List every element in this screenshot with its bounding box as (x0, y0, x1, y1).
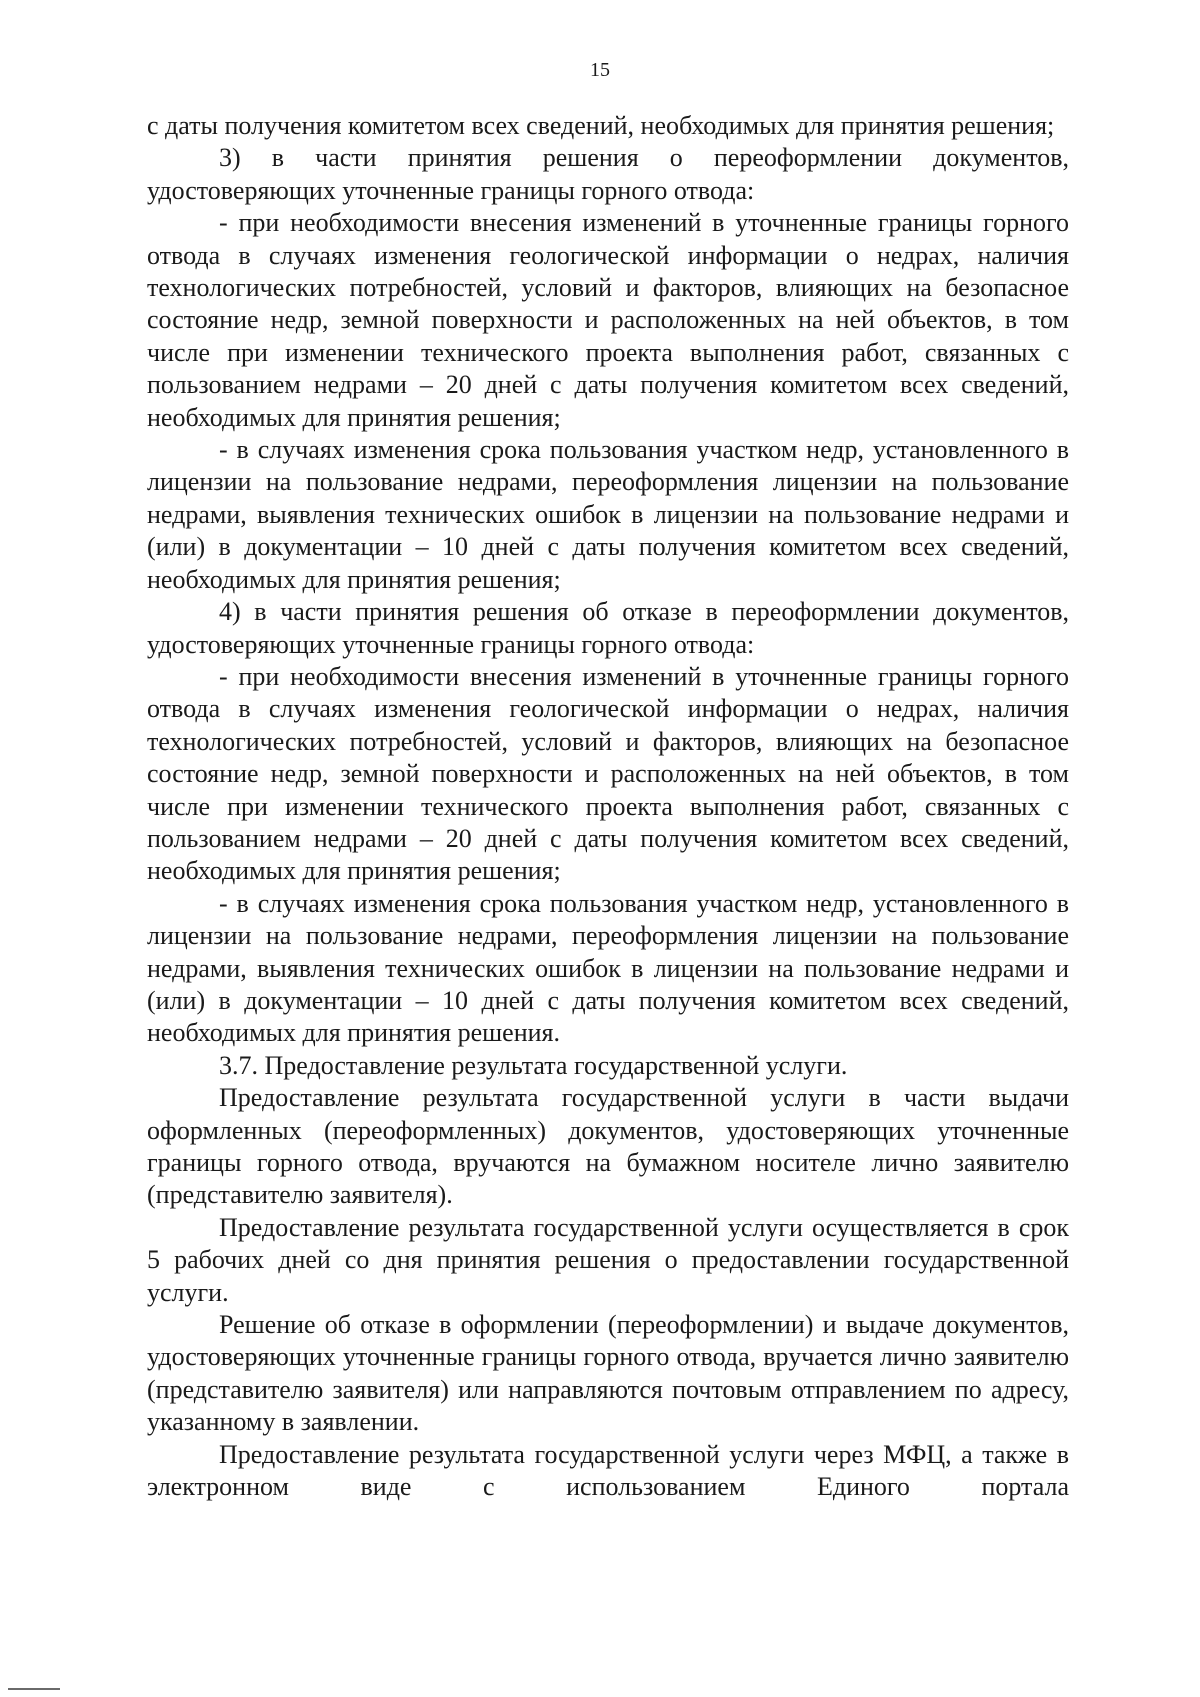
paragraph-item-3: 3) в части принятия решения о переоформлении документов, удостоверяющих уточненные границы горного отвода: (147, 143, 1069, 205)
paragraph-item-4-dash-1: - при необходимости внесения изменений в уточненные границы горного отвода в случаях изменения геологической информации о недрах, наличия технологических потребностей, условий и факторов, влияющих на безопасное состояние недр, земной поверхности и расположенных на ней объектов, в том числе при изменении технического проекта выполнения работ, связанных с пользованием недрами – 20 дней с даты получения комитетом всех сведений, необходимых для принятия решения; (147, 661, 1069, 886)
paragraph-item-3-dash-1: - при необходимости внесения изменений в уточненные границы горного отвода в случаях изменения геологической информации о недрах, наличия технологических потребностей, условий и факторов, влияющих на безопасное состояние недр, земной поверхности и расположенных на ней объектов, в том числе при изменении технического проекта выполнения работ, связанных с пользованием недрами – 20 дней с даты получения комитетом всех сведений, необходимых для принятия решения; (147, 208, 1069, 432)
document-body (147, 110, 1069, 1503)
paragraph-item-4-dash-2: - в случаях изменения срока пользования участком недр, установленного в лицензии на пользование недрами, переоформления лицензии на пользование недрами, выявления технических ошибок в лицензии на пользование недрами и (или) в документации – 10 дней с даты получения комитетом всех сведений, необходимых для принятия решения. (147, 888, 1069, 1048)
page-number: 15 (590, 59, 610, 81)
paragraph-refusal: Решение об отказе в оформлении (переоформлении) и выдаче документов, удостоверяющих уточненные границы горного отвода, вручается лично заявителю (представителю заявителя) или направляются почтовым отправлением по адресу, указанному в заявлении. (147, 1310, 1069, 1437)
paragraph-item-4: 4) в части принятия решения об отказе в переоформлении документов, удостоверяющих уточненные границы горного отвода: (147, 597, 1069, 659)
paragraph-item-3-dash-2: - в случаях изменения срока пользования участком недр, установленного в лицензии на пользование недрами, переоформления лицензии на пользование недрами, выявления технических ошибок в лицензии на пользование недрами и (или) в документации – 10 дней с даты получения комитетом всех сведений, необходимых для принятия решения; (147, 435, 1069, 594)
section-heading-3-7: 3.7. Предоставление результата государственной услуги. (219, 1050, 848, 1080)
paragraph-result-paper: Предоставление результата государственной услуги в части выдачи оформленных (переоформленных) документов, удостоверяющих уточненные границы горного отвода, вручаются на бумажном носителе лично заявителю (представителю заявителя). (147, 1083, 1069, 1210)
paragraph-continuation: с даты получения комитетом всех сведений, необходимых для принятия решения; (147, 111, 1055, 140)
scan-edge-mark (8, 1688, 60, 1690)
paragraph-result-term: Предоставление результата государственной услуги осуществляется в срок 5 рабочих дней со дня принятия решения о предоставлении государственной услуги. (147, 1212, 1069, 1307)
paragraph-mfc-portal: Предоставление результата государственной услуги через МФЦ, а также в электронном виде с использованием Единого портала (147, 1439, 1069, 1502)
